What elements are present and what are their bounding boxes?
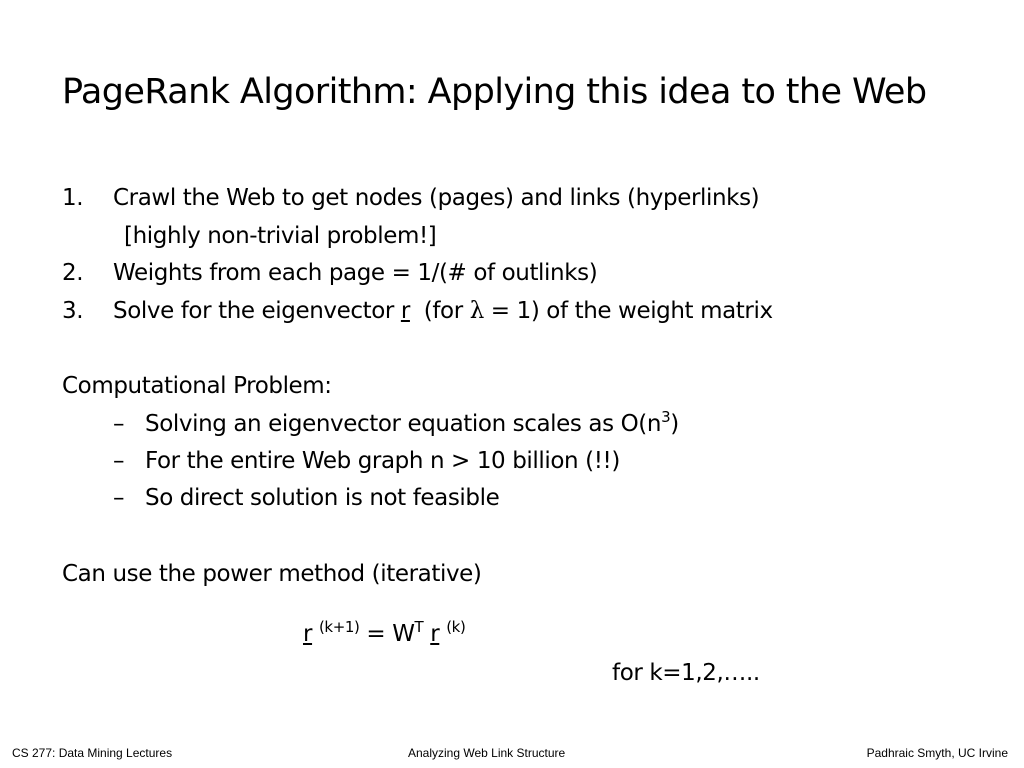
bullet-1 bbox=[145, 408, 679, 437]
footer-right: Padhraic Smyth, UC Irvine bbox=[866, 746, 1008, 760]
footer-center: Analyzing Web Link Structure bbox=[408, 746, 566, 760]
bullet-1-tail: ) bbox=[670, 411, 679, 437]
step-3-number: 3. bbox=[62, 298, 84, 324]
equation-r-left: r bbox=[303, 621, 313, 647]
equation-r-right: r bbox=[430, 621, 440, 647]
bullet-3-text: So direct solution is not feasible bbox=[145, 485, 500, 511]
step-1-text: Crawl the Web to get nodes (pages) and links (hyperlinks) bbox=[113, 185, 760, 211]
bullet-dash-2: – bbox=[113, 448, 125, 474]
computational-heading: Computational Problem: bbox=[62, 373, 332, 399]
equation-sup-k: (k) bbox=[446, 618, 466, 636]
bullet-1-sup: 3 bbox=[661, 408, 671, 426]
step-3-text bbox=[113, 298, 773, 324]
step-3-text-before: Solve for the eigenvector bbox=[113, 298, 394, 324]
bullet-1-text: Solving an eigenvector equation scales as O(n bbox=[145, 411, 662, 437]
eigenvector-r: r bbox=[400, 298, 410, 324]
power-method-heading: Can use the power method (iterative) bbox=[62, 561, 482, 587]
bullet-2-text: For the entire Web graph n > 10 billion (!!) bbox=[145, 448, 620, 474]
step-3-text-after: = 1) of the weight matrix bbox=[490, 298, 773, 324]
iteration-range: for k=1,2,….. bbox=[612, 660, 760, 686]
equation-sup-transpose: T bbox=[414, 618, 424, 636]
equation-sup-k-plus-1: (k+1) bbox=[318, 618, 360, 636]
slide-title: PageRank Algorithm: Applying this idea to the Web bbox=[62, 72, 927, 112]
footer-left: CS 277: Data Mining Lectures bbox=[12, 746, 173, 760]
step-2-number: 2. bbox=[62, 260, 84, 286]
lambda-symbol: λ bbox=[469, 298, 484, 324]
bullet-dash-3: – bbox=[113, 485, 125, 511]
step-1-note: [highly non-trivial problem!] bbox=[124, 223, 437, 249]
step-1-number: 1. bbox=[62, 185, 84, 211]
bullet-dash-1: – bbox=[113, 411, 125, 437]
power-method-equation bbox=[303, 618, 466, 647]
equation-mid: = W bbox=[366, 621, 415, 647]
step-2-text: Weights from each page = 1/(# of outlinks) bbox=[113, 260, 598, 286]
step-3-text-mid: (for bbox=[423, 298, 463, 324]
